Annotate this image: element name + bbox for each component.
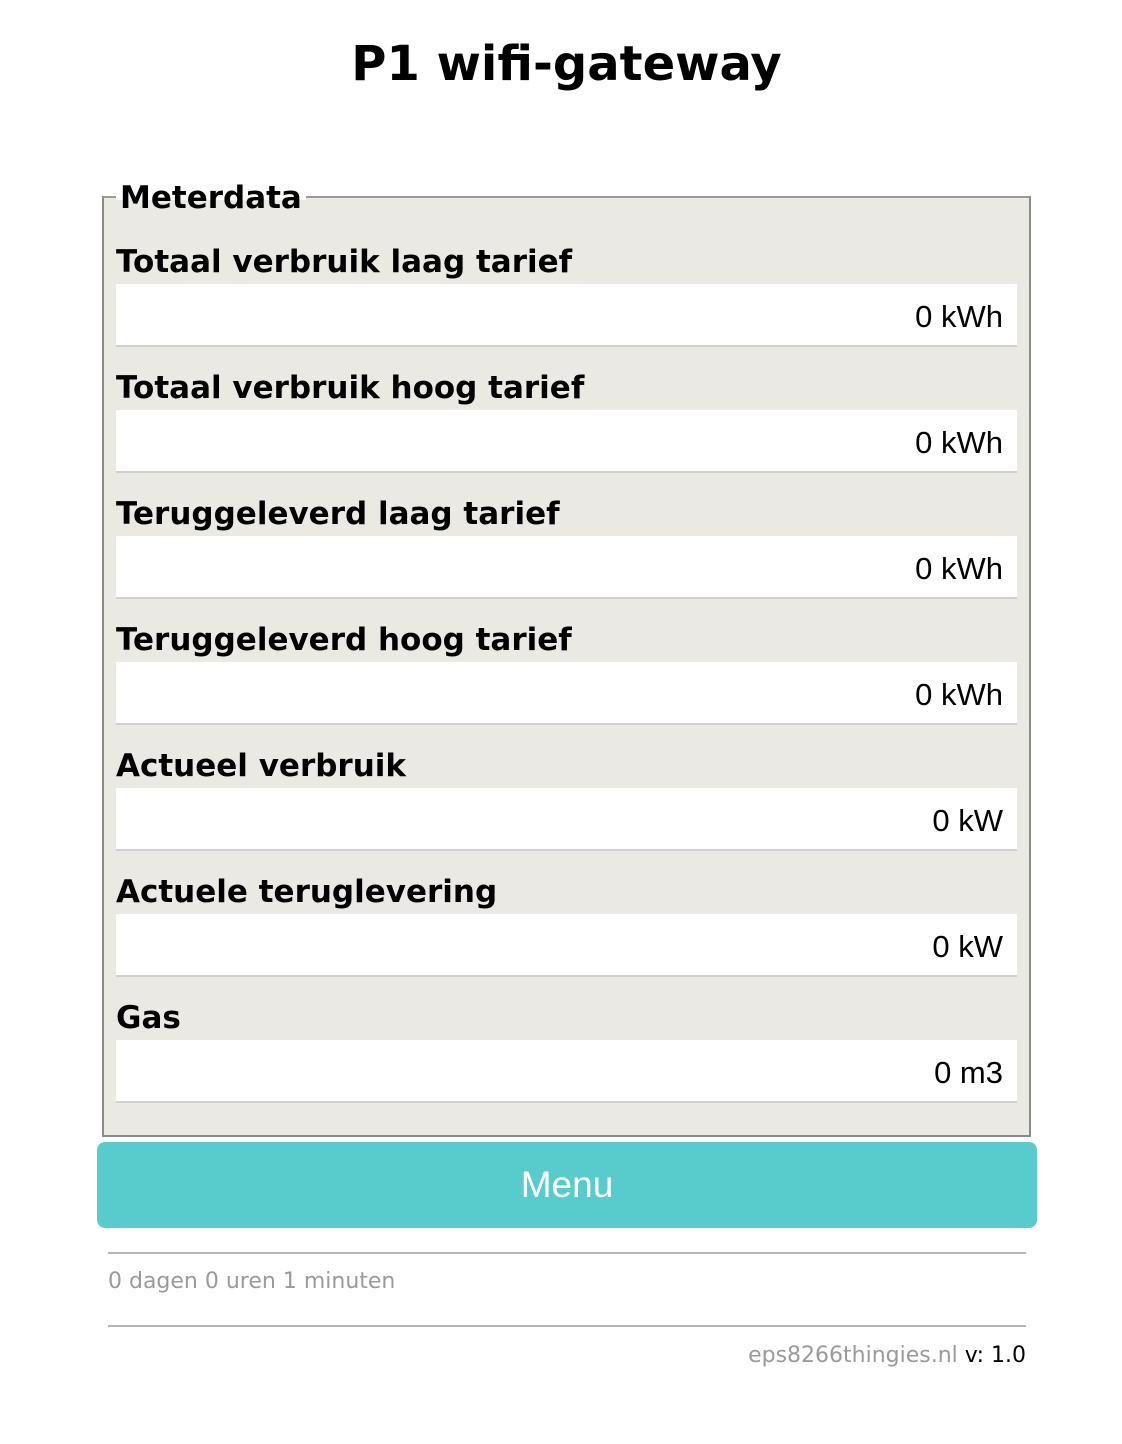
meterdata-legend-text: Meterdata [120,180,302,216]
meterdata-legend [116,180,306,216]
divider-bottom [108,1325,1026,1327]
field-label-terug-hoog: Teruggeleverd hoog tarief [116,622,572,658]
field-label-totaal-laag: Totaal verbruik laag tarief [116,244,573,280]
field-label-totaal-hoog: Totaal verbruik hoog tarief [116,370,585,406]
field-value-totaal-hoog: 0 kWh [116,410,1017,473]
field-value-actuele-teruglevering: 0 kW [116,914,1017,977]
divider-top [108,1252,1026,1254]
page-title: P1 wifi-gateway [351,36,782,92]
footer-site-link[interactable]: eps8266thingies.nl [748,1343,958,1368]
footer-version: v: 1.0 [964,1343,1026,1368]
field-value-terug-laag: 0 kWh [116,536,1017,599]
field-label-actueel-verbruik: Actueel verbruik [116,748,407,784]
meterdata-fieldset [102,180,1031,1137]
field-value-totaal-laag: 0 kWh [116,284,1017,347]
menu-button[interactable]: Menu [97,1142,1037,1228]
footer [748,1340,1026,1372]
field-label-terug-laag: Teruggeleverd laag tarief [116,496,560,532]
field-label-gas: Gas [116,1000,181,1036]
field-value-gas: 0 m3 [116,1040,1017,1103]
field-value-terug-hoog: 0 kWh [116,662,1017,725]
field-label-actuele-teruglevering: Actuele teruglevering [116,874,498,910]
field-value-actueel-verbruik: 0 kW [116,788,1017,851]
uptime-text: 0 dagen 0 uren 1 minuten [108,1269,396,1294]
